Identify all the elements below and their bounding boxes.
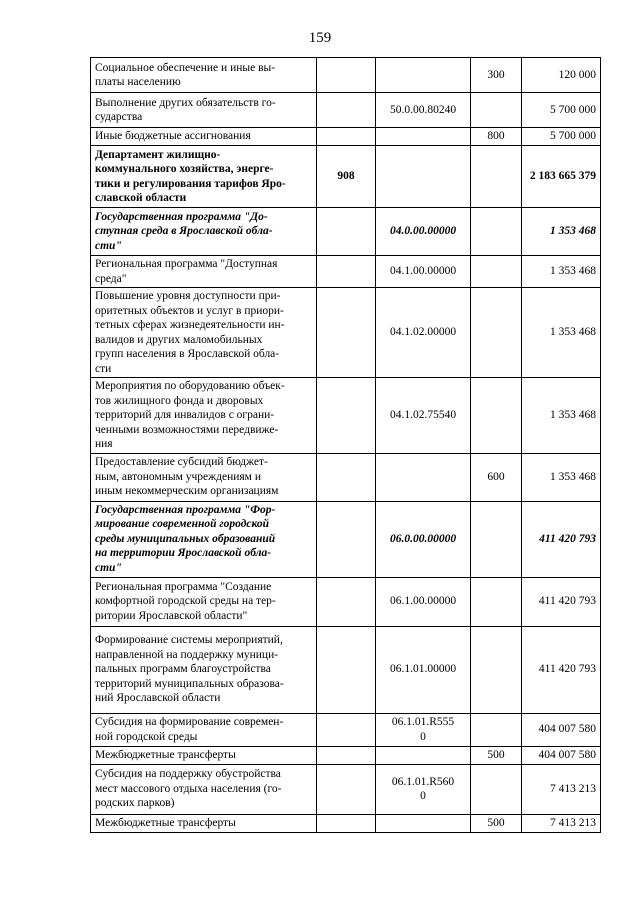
row-target-code-cell: 06.1.01.R560 0 [376,764,471,814]
row-expense-type-cell: 800 [471,128,522,146]
row-name-cell: Субсидия на поддержку обустройства мест массового отдыха населения (го- родских парков) [91,764,317,814]
row-target-code-cell [376,746,471,764]
table-row [91,256,601,288]
row-expense-type-cell [471,626,522,713]
row-amount-cell: 7 413 213 [522,764,601,814]
row-expense-type-cell: 600 [471,453,522,501]
page-number: 159 [308,30,332,46]
row-name-cell: Государственная программа "До- ступная среда в Ярославской обла- сти" [91,208,317,256]
row-target-code-cell: 06.1.01.00000 [376,626,471,713]
row-amount-cell: 1 353 468 [522,453,601,501]
row-amount-cell: 411 420 793 [522,501,601,577]
row-target-code-cell: 06.0.00.00000 [376,501,471,577]
table-row [91,128,601,146]
row-name-cell: Государственная программа "Фор- мирование современной городской среды муниципальных образований на территории Ярославской обла- сти" [91,501,317,577]
budget-table [90,57,601,833]
row-expense-type-cell [471,146,522,208]
table-row [91,713,601,746]
row-amount-cell: 1 353 468 [522,208,601,256]
table-row [91,208,601,256]
row-expense-type-cell [471,501,522,577]
row-expense-type-cell [471,378,522,454]
row-target-code-cell: 04.0.00.00000 [376,208,471,256]
row-amount-cell: 1 353 468 [522,378,601,454]
row-amount-cell: 1 353 468 [522,288,601,378]
row-name-cell: Региональная программа "Создание комфортной городской среды на тер- ритории Ярославской области" [91,577,317,626]
row-name-cell: Региональная программа "Доступная среда" [91,256,317,288]
row-dept-code-cell [317,256,376,288]
row-expense-type-cell: 300 [471,58,522,93]
row-name-cell: Предоставление субсидий бюджет- ным, автономным учреждениям и иным некоммерческим организациям [91,453,317,501]
row-dept-code-cell [317,764,376,814]
row-amount-cell: 411 420 793 [522,577,601,626]
row-amount-cell: 411 420 793 [522,626,601,713]
row-expense-type-cell [471,713,522,746]
row-dept-code-cell [317,501,376,577]
table-row [91,577,601,626]
row-target-code-cell: 04.1.00.00000 [376,256,471,288]
table-row [91,93,601,128]
row-target-code-cell [376,146,471,208]
row-dept-code-cell [317,746,376,764]
row-name-cell: Выполнение других обязательств го- сударства [91,93,317,128]
table-row [91,146,601,208]
row-dept-code-cell [317,288,376,378]
row-target-code-cell: 50.0.00.80240 [376,93,471,128]
row-name-cell: Межбюджетные трансферты [91,746,317,764]
row-amount-cell: 5 700 000 [522,128,601,146]
row-dept-code-cell [317,713,376,746]
row-amount-cell: 404 007 580 [522,746,601,764]
row-target-code-cell: 04.1.02.00000 [376,288,471,378]
row-target-code-cell: 06.1.01.R555 0 [376,713,471,746]
row-dept-code-cell: 908 [317,146,376,208]
table-row [91,746,601,764]
row-dept-code-cell [317,58,376,93]
row-target-code-cell: 04.1.02.75540 [376,378,471,454]
row-target-code-cell [376,814,471,832]
row-target-code-cell: 06.1.00.00000 [376,577,471,626]
row-expense-type-cell [471,256,522,288]
row-name-cell: Межбюджетные трансферты [91,814,317,832]
table-row [91,814,601,832]
row-amount-cell: 404 007 580 [522,713,601,746]
row-dept-code-cell [317,93,376,128]
row-expense-type-cell [471,288,522,378]
row-dept-code-cell [317,128,376,146]
row-expense-type-cell: 500 [471,746,522,764]
row-name-cell: Департамент жилищно- коммунального хозяйства, энерге- тики и регулирования тарифов Яро- славской области [91,146,317,208]
row-target-code-cell [376,453,471,501]
table-row [91,453,601,501]
row-target-code-cell [376,58,471,93]
row-amount-cell: 1 353 468 [522,256,601,288]
row-amount-cell: 7 413 213 [522,814,601,832]
budget-table-body [91,58,601,833]
table-row [91,58,601,93]
row-expense-type-cell [471,577,522,626]
row-dept-code-cell [317,626,376,713]
row-dept-code-cell [317,577,376,626]
table-row [91,378,601,454]
row-expense-type-cell [471,764,522,814]
row-amount-cell: 2 183 665 379 [522,146,601,208]
row-name-cell: Иные бюджетные ассигнования [91,128,317,146]
row-amount-cell: 120 000 [522,58,601,93]
row-expense-type-cell [471,208,522,256]
table-row [91,626,601,713]
row-dept-code-cell [317,378,376,454]
row-target-code-cell [376,128,471,146]
row-name-cell: Повышение уровня доступности при- оритетных объектов и услуг в приори- тетных сферах жизнедеятельности ин- валидов и других маломобильных групп населения в Ярославской обла- сти [91,288,317,378]
table-row [91,764,601,814]
table-row [91,288,601,378]
row-name-cell: Формирование системы мероприятий, направленной на поддержку муници- пальных программ благоустройства территорий муниципальных образова- ний Ярославской области [91,626,317,713]
row-expense-type-cell [471,93,522,128]
row-name-cell: Субсидия на формирование современ- ной городской среды [91,713,317,746]
row-dept-code-cell [317,814,376,832]
row-name-cell: Социальное обеспечение и иные вы- платы населению [91,58,317,93]
row-dept-code-cell [317,453,376,501]
table-row [91,501,601,577]
row-dept-code-cell [317,208,376,256]
row-name-cell: Мероприятия по оборудованию объек- тов жилищного фонда и дворовых территорий для инвалидов с ограни- ченными возможностями передвиже- ния [91,378,317,454]
row-expense-type-cell: 500 [471,814,522,832]
row-amount-cell: 5 700 000 [522,93,601,128]
